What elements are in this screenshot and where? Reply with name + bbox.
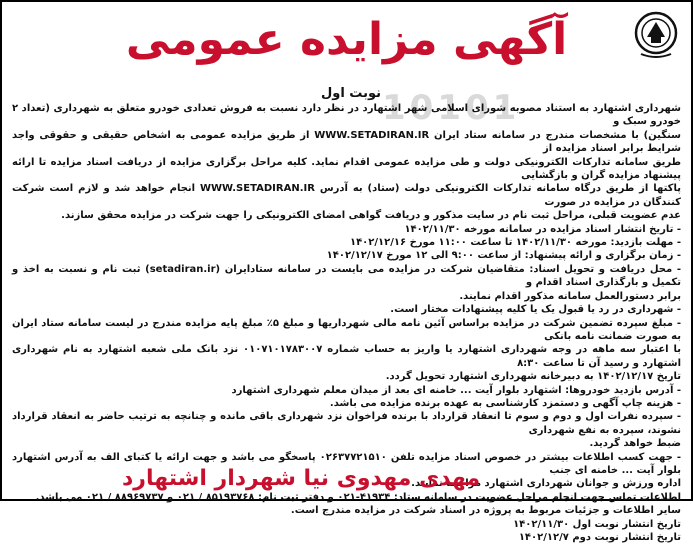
body-line: ضبط خواهد گردید. bbox=[589, 438, 681, 450]
body-line: - مهلت بازدید: مورخه ۱۴۰۲/۱۱/۳۰ تا ساعت ۱۱:۰۰ مورخ ۱۴۰۲/۱۲/۱۶ bbox=[349, 237, 681, 249]
body-line: برابر دستورالعمل سامانه مذکور اقدام نمایند. bbox=[459, 290, 681, 302]
body-line: - مبلغ سپرده تضمین شرکت در مزایده براساس آئین نامه مالی شهرداریها و مبلغ ۵٪ مبلغ پایه مزایده مندرج در لیست سامانه ستاد ایران به صورت ضمانت نامه بانکی bbox=[12, 317, 681, 342]
body-line: - جهت کسب اطلاعات بیشتر در خصوص اسناد مزایده تلفن ۰۲۶۳۷۷۲۱۵۱۰ پاسخگو می باشد و جهت ارائه یا کتبای الف به آدرس اشتهارد بلوار آیت ... خامنه ای جنب bbox=[12, 451, 681, 476]
body-line: سنگین) با مشخصات مندرج در سامانه ستاد ایران WWW.SETADIRAN.IR از طریق مزایده عمومی به اشخاص حقیقی و حقوقی واجد شرایط برابر اسناد مزایده از bbox=[12, 129, 681, 155]
body-line: - هزینه چاپ آگهی و دستمزد کارشناسی به عهده برنده مزایده می باشد. bbox=[329, 397, 681, 409]
publication-round: نوبت اول bbox=[320, 86, 381, 101]
body-line: عدم عضویت قبلی، مراحل ثبت نام در سایت مذکور و دریافت گواهی امضای الکترونیکی را جهت شرکت در مزایده محقق سازند. bbox=[61, 210, 681, 222]
body-line: با اعتبار سه ماهه در وجه شهرداری اشتهارد یا واریز به حساب شماره ۰۱۰۷۱۰۱۷۸۳۰۰۷ نزد بانک ملی شعبه اشتهارد به نام شهرداری اشتهارد و رسید آن تا ساعت ۸:۳۰ bbox=[12, 344, 681, 369]
body-line: طریق سامانه تدارکات الکترونیکی دولت و طی مزایده عمومی اقدام نماید. کلیه مراحل برگزاری مزایده از دریافت اسناد مزایده تا ارائه پیشنهاد مزایده گران و بازگشایی bbox=[12, 156, 681, 182]
notice-title: آگهی مزایده عمومی bbox=[125, 14, 568, 65]
body-line: تاریخ انتشار نوبت دوم ۱۴۰۲/۱۲/۷ bbox=[518, 532, 681, 543]
body-line: شهرداری اشتهارد به استناد مصوبه شورای اسلامی شهر اشتهارد در نظر دارد نسبت به فروش تعدادی خودرو متعلق به شهرداری (تعداد ۲ خودرو سبک و bbox=[12, 103, 681, 128]
body-line: اداره ورزش و جوانان شهرداری اشتهارد مراجعه نمایند. bbox=[411, 478, 681, 490]
mayor-signature: مهدی مهدوی نیا شهردار اشتهارد bbox=[122, 466, 481, 491]
body-line: اطلاعات تماس جهت انجام مراحل عضویت در سامانه ستاد: ۴۱۹۳۴-۰۲۱ و دفتر ثبت نام: ۸۵۱۹۳۷۶۸ / ۰۲۱ و ۸۸۹۶۹۷۳۷ / ۰۲۱ می باشد. bbox=[35, 491, 681, 503]
body-line: - شهرداری در رد یا قبول یک یا کلیه پیشنهادات مختار است. bbox=[390, 304, 681, 316]
body-line: تاریخ ۱۴۰۲/۱۲/۱۷ به دبیرخانه شهرداری اشتهارد تحویل گردد. bbox=[385, 371, 681, 383]
body-line: - تاریخ انتشار اسناد مزایده در سامانه مورخه ۱۴۰۲/۱۱/۳۰ bbox=[404, 223, 681, 235]
body-line: پاکتها از طریق درگاه سامانه تدارکات الکترونیکی دولت (ستاد) به آدرس WWW.SETADIRAN.IR انجام خواهد شد و لازم است شرکت کنندگان در مزایده در صورت bbox=[12, 183, 681, 208]
watermark-text: 10101 bbox=[382, 88, 521, 128]
body-line: - آدرس بازدید خودروها: اشتهارد بلوار آیت ... خامنه ای بعد از میدان معلم شهرداری اشتهارد bbox=[231, 384, 681, 396]
body-line: سایر اطلاعات و جزئیات مربوط به پروژه در اسناد شرکت در مزایده مندرج است. bbox=[290, 505, 681, 517]
body-line: - سپرده نفرات اول و دوم و سوم تا انعقاد قرارداد با برنده فراخوان نزد شهرداری باقی مانده و چنانچه به ترتیب حاضر به انعقاد قرارداد نشوند، سپرده به نفع شهرداری bbox=[12, 411, 681, 436]
body-line: - زمان برگزاری و ارائه پیشنهاد: از ساعت ۹:۰۰ الی ۱۲ مورخ ۱۴۰۲/۱۲/۱۷ bbox=[326, 250, 681, 262]
body-line: تاریخ انتشار نوبت اول ۱۴۰۲/۱۱/۳۰ bbox=[513, 518, 681, 530]
body-line: - محل دریافت و تحویل اسناد: متقاضیان شرکت در مزایده می بایست در سامانه ستادایران (setadiran.ir) ثبت نام و نسبت به اخذ و تکمیل و بارگذاری اسناد اقدام و bbox=[12, 263, 681, 289]
